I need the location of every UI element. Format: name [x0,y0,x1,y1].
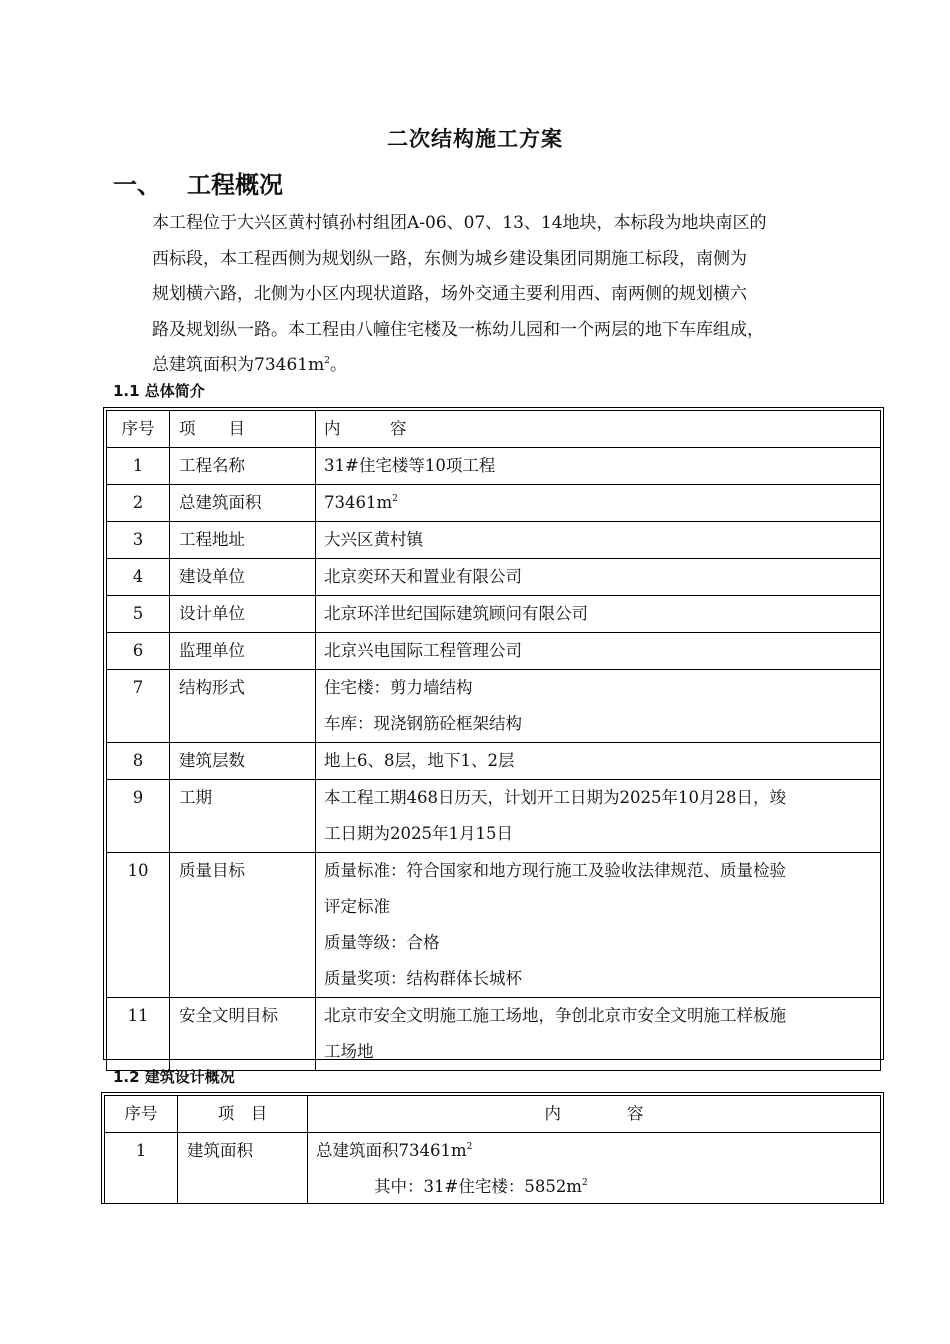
overview-table [106,410,881,1071]
table-header-row [107,411,881,448]
row-no: 11 [127,1006,149,1025]
row-no: 2 [132,493,144,512]
table-row [107,670,881,743]
table-row [107,485,881,522]
row-content: $73461m^2$ [324,493,398,512]
subsection-title-1-2: 1.2 建筑设计概况 [113,1068,235,1086]
document-title: 二次结构施工方案 [387,127,563,151]
row-content: 质量等级：合格 [324,933,440,952]
header-item: 项 目 [217,1104,268,1123]
section-number: 一、 [113,171,161,199]
intro-line: 总建筑面积为$73461m^2$。 [152,355,347,375]
row-content: 北京环洋世纪国际建筑顾问有限公司 [324,604,588,623]
row-item: 建设单位 [179,567,245,586]
intro-line: 规划横六路，北侧为小区内现状道路，场外交通主要利用西、南两侧的规划横六 [152,284,747,304]
row-content: 住宅楼：剪力墙结构 [324,678,473,697]
header-content: 内 容 [544,1104,644,1123]
table-row [107,853,881,998]
table-row [107,743,881,780]
table-row [105,1133,881,1205]
row-content: 北京兴电国际工程管理公司 [324,641,522,660]
intro-paragraph [152,206,842,384]
table-row [107,522,881,559]
row-content: 工场地 [324,1042,374,1061]
row-no: 6 [132,641,144,660]
table-row [107,998,881,1071]
intro-line: 西标段，本工程西侧为规划纵一路，东侧为城乡建设集团同期施工标段，南侧为 [152,248,747,269]
row-content: 北京奕环天和置业有限公司 [324,567,522,586]
row-content: 车库：现浇钢筋砼框架结构 [324,714,522,733]
row-item: 结构形式 [179,678,245,697]
row-content: 本工程工期468日历天，计划开工日期为2025年10月28日，竣 [324,788,786,807]
row-content: 31#住宅楼等10项工程 [324,456,496,475]
intro-line: 路及规划纵一路。本工程由八幢住宅楼及一栋幼儿园和一个两层的地下车库组成， [152,319,764,340]
table-row [107,596,881,633]
section-heading [113,165,283,200]
table-row [107,559,881,596]
row-content: 地上6、8层，地下1、2层 [324,751,515,770]
row-item: 建筑层数 [179,751,245,770]
row-item: 安全文明目标 [179,1006,278,1025]
row-no: 5 [132,604,144,623]
row-item: 设计单位 [179,604,245,623]
header-no: 序号 [124,1104,158,1123]
header-no: 序号 [121,419,155,438]
design-table-frame [101,1092,884,1204]
header-item: 项 目 [179,419,245,438]
header-content: 内 容 [324,419,407,438]
row-item: 工期 [179,788,212,807]
row-item: 总建筑面积 [179,493,262,512]
row-item: 工程名称 [179,456,245,475]
row-no: 1 [135,1141,147,1160]
table-row [107,780,881,853]
row-content: 北京市安全文明施工施工场地，争创北京市安全文明施工样板施 [324,1006,786,1025]
row-no: 9 [132,788,144,807]
row-no: 8 [132,751,144,770]
row-no: 7 [132,678,144,697]
row-item: 监理单位 [179,641,245,660]
row-item: 工程地址 [179,530,245,549]
row-no: 3 [132,530,144,549]
table-header-row [105,1096,881,1133]
subsection-title-1-1: 1.1 总体简介 [113,382,205,400]
row-content: 工日期为2025年1月15日 [324,824,513,843]
design-table [104,1095,881,1204]
row-content: 其中：31#住宅楼：$5852m^2$ [374,1177,588,1196]
row-content: 大兴区黄村镇 [324,530,423,549]
row-content: 评定标准 [324,897,390,916]
row-item: 建筑面积 [187,1141,253,1160]
row-no: 4 [132,567,144,586]
table-row [107,448,881,485]
row-content: 质量标准：符合国家和地方现行施工及验收法律规范、质量检验 [324,861,786,880]
intro-line: 本工程位于大兴区黄村镇孙村组团A-06、07、13、14地块，本标段为地块南区的 [152,213,767,233]
row-content: 总建筑面积$73461m^2$ [316,1141,473,1160]
row-item: 质量目标 [179,861,245,880]
section-title: 工程概况 [187,171,283,199]
table-row [107,633,881,670]
row-no: 10 [127,861,149,880]
row-content: 质量奖项：结构群体长城杯 [324,969,522,988]
row-no: 1 [132,456,144,475]
overview-table-frame [103,407,884,1060]
